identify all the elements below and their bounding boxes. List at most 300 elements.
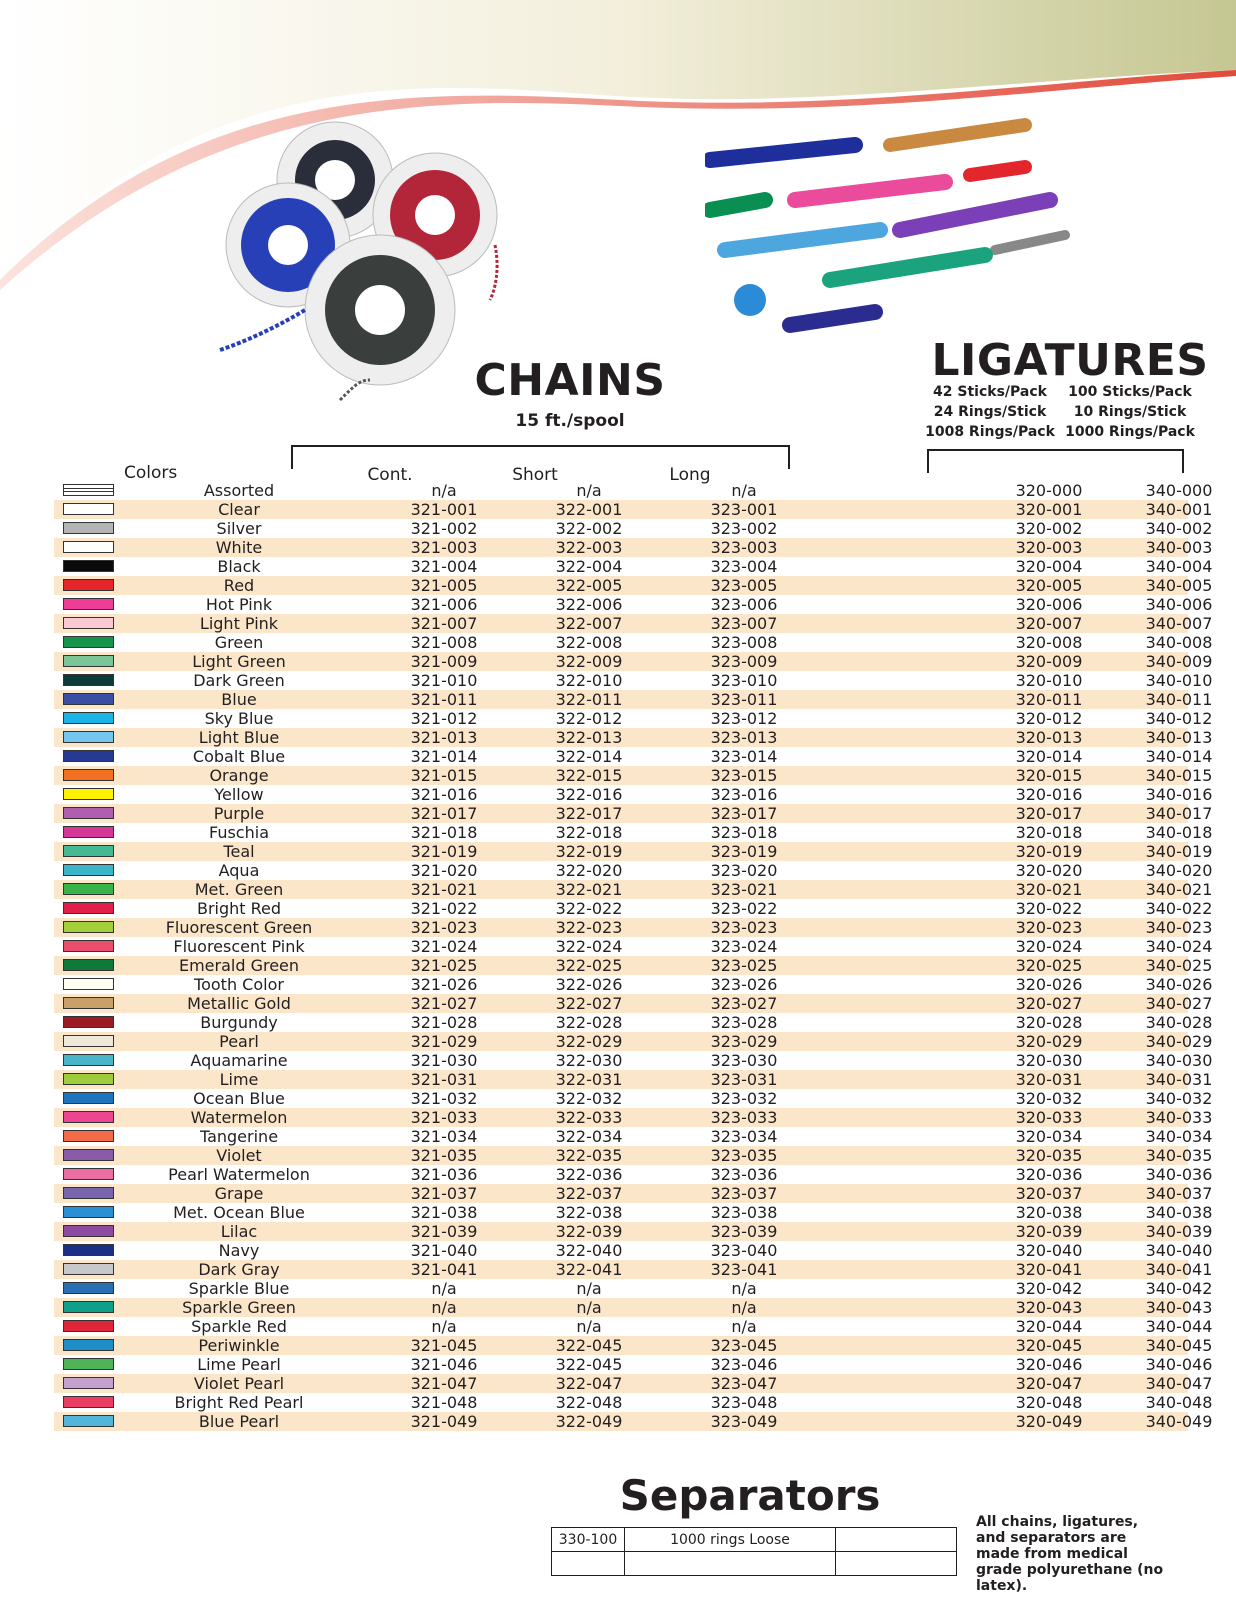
color-name: Fuschia xyxy=(209,823,269,842)
ligature-42-code: 320-002 xyxy=(1015,519,1083,538)
chain-short-code: 322-028 xyxy=(555,1013,623,1032)
chain-long-code: 323-038 xyxy=(710,1203,778,1222)
color-swatch xyxy=(63,560,114,572)
color-swatch xyxy=(63,902,114,914)
separator-row xyxy=(552,1528,957,1552)
table-row xyxy=(54,1393,1213,1412)
chain-short-code: 322-004 xyxy=(555,557,623,576)
table-row xyxy=(54,1127,1213,1146)
chain-short-code: n/a xyxy=(576,481,602,500)
chain-short-code: n/a xyxy=(576,1279,602,1298)
color-swatch xyxy=(63,864,114,876)
ligature-100-code: 340-049 xyxy=(1145,1412,1213,1431)
chain-long-code: 323-009 xyxy=(710,652,778,671)
chain-long-code: 323-045 xyxy=(710,1336,778,1355)
ligature-42-code: 320-022 xyxy=(1015,899,1083,918)
chain-cont-code: 321-021 xyxy=(410,880,478,899)
chain-long-code: 323-023 xyxy=(710,918,778,937)
color-name: Sparkle Green xyxy=(182,1298,296,1317)
table-row xyxy=(54,519,1213,538)
chain-short-code: 322-011 xyxy=(555,690,623,709)
color-swatch xyxy=(63,655,114,667)
ligature-100-code: 340-038 xyxy=(1145,1203,1213,1222)
chain-cont-code: 321-001 xyxy=(410,500,478,519)
ligature-42-code: 320-039 xyxy=(1015,1222,1083,1241)
pack-b-line-3: 1000 Rings/Pack xyxy=(1065,424,1195,440)
table-row xyxy=(54,1355,1213,1374)
chain-short-code: 322-020 xyxy=(555,861,623,880)
chain-long-code: n/a xyxy=(731,1279,757,1298)
color-name: Violet Pearl xyxy=(193,1374,285,1393)
table-row xyxy=(54,766,1213,785)
chain-cont-code: 321-004 xyxy=(410,557,478,576)
color-name: Dark Gray xyxy=(198,1260,280,1279)
ligature-42-code: 320-044 xyxy=(1015,1317,1083,1336)
material-note: All chains, ligatures, and separators are made from medical grade polyurethane (no latex). xyxy=(976,1514,1164,1594)
chain-cont-code: 321-036 xyxy=(410,1165,478,1184)
chain-long-code: 323-041 xyxy=(710,1260,778,1279)
ligature-100-code: 340-047 xyxy=(1145,1374,1213,1393)
ligature-100-code: 340-023 xyxy=(1145,918,1213,937)
table-row xyxy=(54,728,1213,747)
chain-short-code: 322-008 xyxy=(555,633,623,652)
table-row xyxy=(54,1412,1213,1431)
table-row xyxy=(54,1317,1213,1336)
ligature-100-code: 340-003 xyxy=(1145,538,1213,557)
ligature-42-code: 320-011 xyxy=(1015,690,1083,709)
chain-short-code: 322-045 xyxy=(555,1336,623,1355)
chain-cont-code: 321-014 xyxy=(410,747,478,766)
chain-cont-code: 321-035 xyxy=(410,1146,478,1165)
separator-empty-row xyxy=(552,1552,957,1576)
chain-cont-code: 321-031 xyxy=(410,1070,478,1089)
table-row xyxy=(54,671,1213,690)
chain-long-code: n/a xyxy=(731,481,757,500)
ligature-100-code: 340-042 xyxy=(1145,1279,1213,1298)
chain-short-code: 322-040 xyxy=(555,1241,623,1260)
table-row xyxy=(54,1374,1213,1393)
chain-cont-code: 321-006 xyxy=(410,595,478,614)
chain-short-code: 322-014 xyxy=(555,747,623,766)
color-name: Aqua xyxy=(218,861,260,880)
color-name: Ocean Blue xyxy=(193,1089,285,1108)
table-row xyxy=(54,785,1213,804)
ligature-100-code: 340-025 xyxy=(1145,956,1213,975)
color-swatch xyxy=(63,484,114,496)
chain-long-code: 323-048 xyxy=(710,1393,778,1412)
table-row xyxy=(54,1222,1213,1241)
chain-long-code: 323-049 xyxy=(710,1412,778,1431)
color-name: Green xyxy=(214,633,264,652)
color-swatch xyxy=(63,1244,114,1256)
table-row xyxy=(54,481,1213,500)
ligature-100-code: 340-045 xyxy=(1145,1336,1213,1355)
color-swatch xyxy=(63,1016,114,1028)
ligature-100-code: 340-004 xyxy=(1145,557,1213,576)
color-name: Red xyxy=(223,576,255,595)
color-swatch xyxy=(63,959,114,971)
chain-short-code: 322-029 xyxy=(555,1032,623,1051)
color-swatch xyxy=(63,636,114,648)
chain-cont-code: 321-033 xyxy=(410,1108,478,1127)
ligature-100-code: 340-002 xyxy=(1145,519,1213,538)
chain-cont-code: n/a xyxy=(431,1279,457,1298)
chain-cont-code: 321-034 xyxy=(410,1127,478,1146)
ligature-42-code: 320-040 xyxy=(1015,1241,1083,1260)
ligature-42-code: 320-037 xyxy=(1015,1184,1083,1203)
ligature-100-code: 340-013 xyxy=(1145,728,1213,747)
ligature-100-code: 340-007 xyxy=(1145,614,1213,633)
color-swatch xyxy=(63,883,114,895)
table-row xyxy=(54,880,1213,899)
chain-cont-code: 321-049 xyxy=(410,1412,478,1431)
table-row xyxy=(54,1260,1213,1279)
ligature-100-code: 340-019 xyxy=(1145,842,1213,861)
color-name: Yellow xyxy=(214,785,264,804)
table-row xyxy=(54,804,1213,823)
chain-long-code: 323-036 xyxy=(710,1165,778,1184)
color-swatch xyxy=(63,1339,114,1351)
ligature-42-code: 320-006 xyxy=(1015,595,1083,614)
chain-long-code: 323-017 xyxy=(710,804,778,823)
color-name: Orange xyxy=(209,766,269,785)
chain-cont-code: 321-041 xyxy=(410,1260,478,1279)
ligature-pack-b xyxy=(1065,382,1195,442)
chain-long-code: 323-006 xyxy=(710,595,778,614)
chain-cont-code: 321-008 xyxy=(410,633,478,652)
color-name: Silver xyxy=(216,519,262,538)
chain-long-code: 323-019 xyxy=(710,842,778,861)
color-swatch xyxy=(63,1358,114,1370)
chain-short-code: n/a xyxy=(576,1298,602,1317)
chain-cont-code: 321-037 xyxy=(410,1184,478,1203)
ligature-100-code: 340-010 xyxy=(1145,671,1213,690)
ligature-100-code: 340-027 xyxy=(1145,994,1213,1013)
color-swatch xyxy=(63,1396,114,1408)
chain-short-code: 322-006 xyxy=(555,595,623,614)
chain-cont-code: 321-003 xyxy=(410,538,478,557)
color-swatch xyxy=(63,978,114,990)
chain-cont-code: 321-026 xyxy=(410,975,478,994)
color-name: Emerald Green xyxy=(178,956,300,975)
color-swatch xyxy=(63,1149,114,1161)
chain-long-code: 323-016 xyxy=(710,785,778,804)
chain-cont-code: 321-018 xyxy=(410,823,478,842)
pack-b-line-2: 10 Rings/Stick xyxy=(1073,404,1187,420)
table-row xyxy=(54,1241,1213,1260)
color-name: Black xyxy=(217,557,261,576)
chain-long-code: 323-011 xyxy=(710,690,778,709)
chain-short-code: 322-019 xyxy=(555,842,623,861)
chain-cont-code: 321-017 xyxy=(410,804,478,823)
chain-long-code: 323-035 xyxy=(710,1146,778,1165)
chain-cont-code: 321-047 xyxy=(410,1374,478,1393)
chain-short-code: 322-012 xyxy=(555,709,623,728)
table-row xyxy=(54,823,1213,842)
table-row xyxy=(54,1279,1213,1298)
table-row xyxy=(54,1089,1213,1108)
color-swatch xyxy=(63,940,114,952)
ligature-100-code: 340-009 xyxy=(1145,652,1213,671)
chain-long-code: 323-012 xyxy=(710,709,778,728)
table-row xyxy=(54,557,1213,576)
chain-short-code: 322-023 xyxy=(555,918,623,937)
chain-short-code: 322-034 xyxy=(555,1127,623,1146)
chain-long-code: 323-031 xyxy=(710,1070,778,1089)
color-name: White xyxy=(215,538,263,557)
ligature-42-code: 320-025 xyxy=(1015,956,1083,975)
chain-long-code: 323-003 xyxy=(710,538,778,557)
chain-short-code: 322-024 xyxy=(555,937,623,956)
ligature-100-code: 340-030 xyxy=(1145,1051,1213,1070)
chain-short-code: 322-030 xyxy=(555,1051,623,1070)
chain-short-code: 322-048 xyxy=(555,1393,623,1412)
chain-short-code: 322-026 xyxy=(555,975,623,994)
color-name: Teal xyxy=(223,842,255,861)
ligature-42-code: 320-026 xyxy=(1015,975,1083,994)
color-name: Hot Pink xyxy=(205,595,273,614)
chain-cont-code: 321-038 xyxy=(410,1203,478,1222)
ligature-42-code: 320-038 xyxy=(1015,1203,1083,1222)
chain-short-code: 322-001 xyxy=(555,500,623,519)
color-swatch xyxy=(63,693,114,705)
ligature-42-code: 320-045 xyxy=(1015,1336,1083,1355)
color-name: Tooth Color xyxy=(194,975,284,994)
color-name: Metallic Gold xyxy=(187,994,291,1013)
ligature-100-code: 340-032 xyxy=(1145,1089,1213,1108)
color-name: Lilac xyxy=(220,1222,258,1241)
color-swatch xyxy=(63,1225,114,1237)
ligature-42-code: 320-010 xyxy=(1015,671,1083,690)
color-swatch xyxy=(63,674,114,686)
pack-a-line-1: 42 Sticks/Pack xyxy=(933,384,1047,400)
chain-long-code: 323-024 xyxy=(710,937,778,956)
ligature-42-code: 320-016 xyxy=(1015,785,1083,804)
ligature-42-code: 320-023 xyxy=(1015,918,1083,937)
chain-short-code: 322-039 xyxy=(555,1222,623,1241)
ligature-100-code: 340-043 xyxy=(1145,1298,1213,1317)
table-row xyxy=(54,538,1213,557)
table-row xyxy=(54,652,1213,671)
color-swatch xyxy=(63,1073,114,1085)
chain-short-code: 322-018 xyxy=(555,823,623,842)
color-swatch xyxy=(63,921,114,933)
chain-cont-code: 321-002 xyxy=(410,519,478,538)
table-row xyxy=(54,1108,1213,1127)
table-row xyxy=(54,937,1213,956)
color-name: Pearl Watermelon xyxy=(168,1165,310,1184)
chain-long-code: 323-037 xyxy=(710,1184,778,1203)
color-swatch xyxy=(63,1263,114,1275)
ligature-100-code: 340-014 xyxy=(1145,747,1213,766)
table-row xyxy=(54,1032,1213,1051)
separator-description: 1000 rings Loose xyxy=(625,1528,836,1552)
color-swatch xyxy=(63,503,114,515)
chain-short-code: 322-036 xyxy=(555,1165,623,1184)
ligature-100-code: 340-012 xyxy=(1145,709,1213,728)
color-name: Lime Pearl xyxy=(197,1355,281,1374)
table-row xyxy=(54,595,1213,614)
color-swatch xyxy=(63,1415,114,1427)
chain-cont-code: 321-023 xyxy=(410,918,478,937)
color-swatch xyxy=(63,1168,114,1180)
color-swatch xyxy=(63,598,114,610)
chain-long-code: 323-027 xyxy=(710,994,778,1013)
ligature-100-code: 340-001 xyxy=(1145,500,1213,519)
chain-long-code: 323-021 xyxy=(710,880,778,899)
color-name: Pearl xyxy=(219,1032,259,1051)
col-long-header: Long xyxy=(669,465,711,485)
color-swatch xyxy=(63,788,114,800)
chain-short-code: 322-017 xyxy=(555,804,623,823)
chain-cont-code: 321-027 xyxy=(410,994,478,1013)
chain-long-code: 323-014 xyxy=(710,747,778,766)
ligature-100-code: 340-048 xyxy=(1145,1393,1213,1412)
ligature-100-code: 340-006 xyxy=(1145,595,1213,614)
chain-short-code: 322-005 xyxy=(555,576,623,595)
color-swatch xyxy=(63,1282,114,1294)
chain-short-code: 322-010 xyxy=(555,671,623,690)
chain-short-code: 322-047 xyxy=(555,1374,623,1393)
chain-short-code: 322-033 xyxy=(555,1108,623,1127)
pack-b-line-1: 100 Sticks/Pack xyxy=(1068,384,1192,400)
ligature-100-code: 340-039 xyxy=(1145,1222,1213,1241)
chain-long-code: n/a xyxy=(731,1317,757,1336)
ligature-42-code: 320-049 xyxy=(1015,1412,1083,1431)
chain-short-code: 322-025 xyxy=(555,956,623,975)
chain-short-code: 322-007 xyxy=(555,614,623,633)
pack-a-line-2: 24 Rings/Stick xyxy=(933,404,1047,420)
chain-long-code: 323-005 xyxy=(710,576,778,595)
chain-cont-code: 321-029 xyxy=(410,1032,478,1051)
chain-short-code: 322-041 xyxy=(555,1260,623,1279)
ligature-42-code: 320-042 xyxy=(1015,1279,1083,1298)
color-swatch xyxy=(63,1054,114,1066)
separators-title: Separators xyxy=(619,1471,881,1520)
ligature-100-code: 340-036 xyxy=(1145,1165,1213,1184)
ligature-100-code: 340-028 xyxy=(1145,1013,1213,1032)
chain-cont-code: n/a xyxy=(431,1317,457,1336)
ligature-100-code: 340-026 xyxy=(1145,975,1213,994)
col-cont-header: Cont. xyxy=(367,465,413,485)
chain-short-code: 322-031 xyxy=(555,1070,623,1089)
ligature-42-code: 320-027 xyxy=(1015,994,1083,1013)
table-row xyxy=(54,861,1213,880)
chain-short-code: 322-009 xyxy=(555,652,623,671)
chain-cont-code: 321-022 xyxy=(410,899,478,918)
ligature-100-code: 340-022 xyxy=(1145,899,1213,918)
color-name: Sky Blue xyxy=(204,709,274,728)
ligature-100-code: 340-035 xyxy=(1145,1146,1213,1165)
ligature-42-code: 320-030 xyxy=(1015,1051,1083,1070)
ligature-42-code: 320-048 xyxy=(1015,1393,1083,1412)
col-short-header: Short xyxy=(512,465,558,485)
color-swatch xyxy=(63,1092,114,1104)
table-row xyxy=(54,994,1213,1013)
chain-long-code: 323-040 xyxy=(710,1241,778,1260)
color-swatch xyxy=(63,769,114,781)
ligature-42-code: 320-000 xyxy=(1015,481,1083,500)
color-swatch xyxy=(63,731,114,743)
chain-short-code: 322-035 xyxy=(555,1146,623,1165)
chain-short-code: 322-027 xyxy=(555,994,623,1013)
chain-short-code: 322-022 xyxy=(555,899,623,918)
ligature-100-code: 340-033 xyxy=(1145,1108,1213,1127)
ligature-100-code: 340-018 xyxy=(1145,823,1213,842)
ligature-pack-a xyxy=(925,382,1055,442)
chain-long-code: 323-047 xyxy=(710,1374,778,1393)
table-row xyxy=(54,614,1213,633)
ligature-100-code: 340-017 xyxy=(1145,804,1213,823)
chain-cont-code: 321-032 xyxy=(410,1089,478,1108)
chain-long-code: 323-020 xyxy=(710,861,778,880)
ligature-42-code: 320-041 xyxy=(1015,1260,1083,1279)
chain-short-code: 322-032 xyxy=(555,1089,623,1108)
table-row xyxy=(54,1013,1213,1032)
color-name: Clear xyxy=(218,500,260,519)
chain-long-code: 323-039 xyxy=(710,1222,778,1241)
color-name: Purple xyxy=(213,804,265,823)
ligature-42-code: 320-046 xyxy=(1015,1355,1083,1374)
separator-code: 330-100 xyxy=(552,1528,625,1552)
color-swatch xyxy=(63,1187,114,1199)
color-name: Lime xyxy=(219,1070,259,1089)
ligature-42-code: 320-034 xyxy=(1015,1127,1083,1146)
chain-cont-code: 321-013 xyxy=(410,728,478,747)
colors-header: Colors xyxy=(124,463,178,483)
chain-long-code: n/a xyxy=(731,1298,757,1317)
color-name: Light Green xyxy=(192,652,286,671)
ligature-42-code: 320-005 xyxy=(1015,576,1083,595)
chain-long-code: 323-029 xyxy=(710,1032,778,1051)
ligature-42-code: 320-014 xyxy=(1015,747,1083,766)
color-name: Assorted xyxy=(203,481,275,500)
ligature-100-code: 340-041 xyxy=(1145,1260,1213,1279)
chain-short-code: 322-049 xyxy=(555,1412,623,1431)
ligature-100-code: 340-024 xyxy=(1145,937,1213,956)
ligature-42-code: 320-013 xyxy=(1015,728,1083,747)
chain-short-code: 322-003 xyxy=(555,538,623,557)
table-row xyxy=(54,709,1213,728)
ligature-100-code: 340-037 xyxy=(1145,1184,1213,1203)
color-swatch xyxy=(63,750,114,762)
chain-cont-code: 321-015 xyxy=(410,766,478,785)
ligature-42-code: 320-003 xyxy=(1015,538,1083,557)
ligature-sticks-image xyxy=(705,100,1105,345)
chain-cont-code: 321-028 xyxy=(410,1013,478,1032)
chains-subtitle: 15 ft./spool xyxy=(515,411,625,431)
chain-long-code: 323-015 xyxy=(710,766,778,785)
chain-cont-code: 321-040 xyxy=(410,1241,478,1260)
chain-short-code: 322-037 xyxy=(555,1184,623,1203)
color-code-table xyxy=(54,481,1213,1431)
chain-cont-code: 321-011 xyxy=(410,690,478,709)
ligature-42-code: 320-047 xyxy=(1015,1374,1083,1393)
color-swatch xyxy=(63,522,114,534)
ligature-42-code: 320-032 xyxy=(1015,1089,1083,1108)
chain-long-code: 323-025 xyxy=(710,956,778,975)
ligature-100-code: 340-046 xyxy=(1145,1355,1213,1374)
color-swatch xyxy=(63,826,114,838)
table-row xyxy=(54,842,1213,861)
ligature-42-code: 320-035 xyxy=(1015,1146,1083,1165)
ligature-100-code: 340-034 xyxy=(1145,1127,1213,1146)
separators-table xyxy=(551,1527,957,1576)
color-name: Sparkle Red xyxy=(191,1317,287,1336)
chain-long-code: 323-026 xyxy=(710,975,778,994)
color-name: Bright Red Pearl xyxy=(174,1393,304,1412)
empty-cell xyxy=(625,1552,836,1576)
